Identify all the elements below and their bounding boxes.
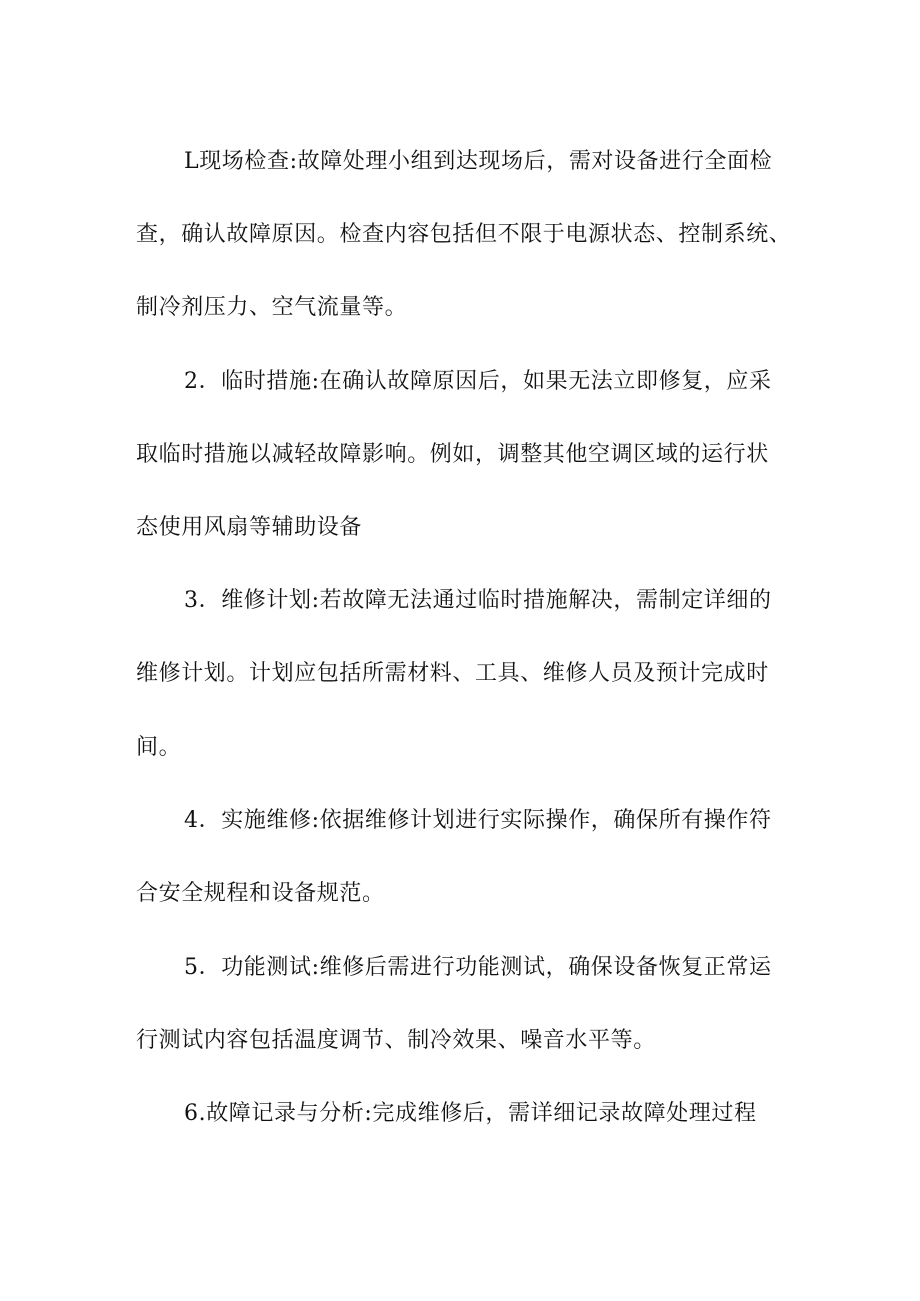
paragraph-2-line-2: 取临时措施以减轻故障影响。例如，调整其他空调区域的运行状 [136,442,769,467]
paragraph-1-line-2: 查，确认故障原因。检查内容包括但不限于电源状态、控制系统、 [136,222,792,247]
paragraph-1-line-3: 制冷剂压力、空气流量等。 [136,295,408,320]
paragraph-4-line-1: 4．实施维修:依据维修计划进行实际操作，确保所有操作符 [184,808,772,833]
paragraph-3-line-3: 间。 [136,735,182,760]
paragraph-5-line-2: 行测试内容包括温度调节、制冷效果、噪音水平等。 [136,1028,656,1053]
paragraph-3-line-1: 3．维修计划:若故障无法通过临时措施解决，需制定详细的 [184,588,772,613]
paragraph-5-line-1: 5．功能测试:维修后需进行功能测试，确保设备恢复正常运 [184,955,772,980]
paragraph-1-line-1: L现场检查:故障处理小组到达现场后，需对设备进行全面检 [184,149,773,174]
paragraph-2-line-3: 态使用风扇等辅助设备 [136,515,363,540]
paragraph-4-line-2: 合安全规程和设备规范。 [136,881,385,906]
paragraph-3-line-2: 维修计划。计划应包括所需材料、工具、维修人员及预计完成时 [136,661,769,686]
paragraph-6-line-1: 6.故障记录与分析:完成维修后，需详细记录故障处理过程 [184,1101,757,1126]
paragraph-2-line-1: 2．临时措施:在确认故障原因后，如果无法立即修复，应采 [184,369,772,394]
